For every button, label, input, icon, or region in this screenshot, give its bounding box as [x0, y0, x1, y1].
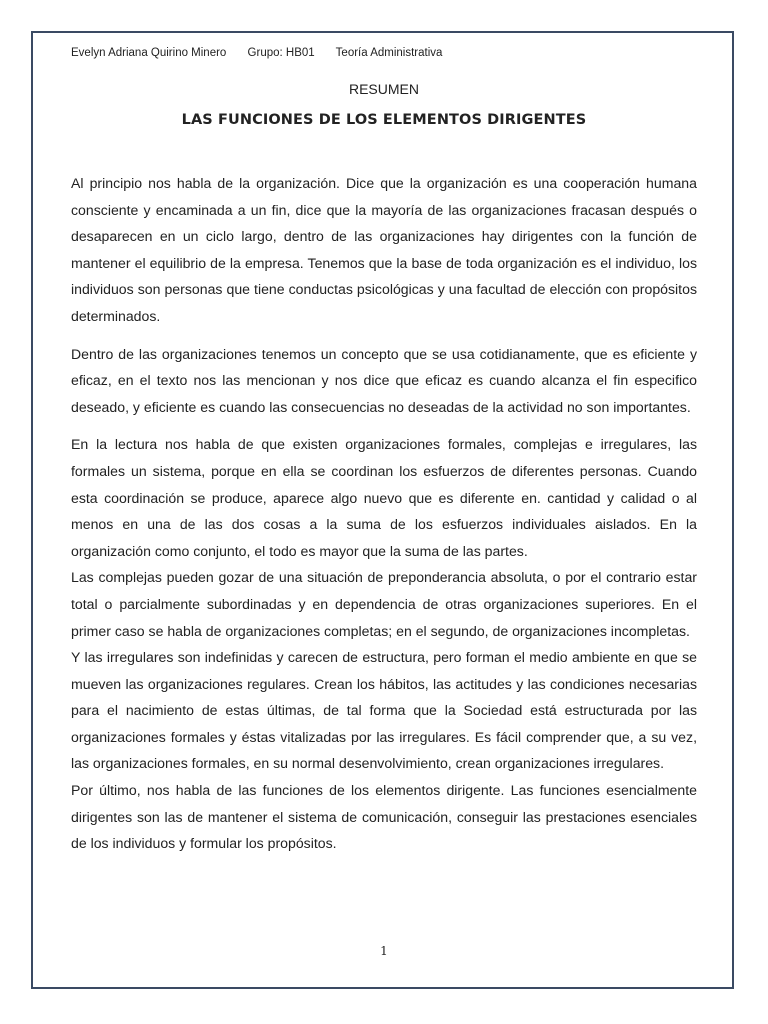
paragraph: En la lectura nos habla de que existen organizaciones formales, complejas e irregulares, las formales un sistema, porque en ella se coordinan los esfuerzos de diferentes personas. Cuando esta coordinación se produce, aparece algo nuevo que es diferente en. cantidad y calidad o al menos en una de las dos cosas a la suma de los esfuerzos individuales aislados. En la organización como conjunto, el todo es mayor que la suma de las partes.: [71, 436, 697, 559]
document-title: LAS FUNCIONES DE LOS ELEMENTOS DIRIGENTES: [181, 112, 587, 128]
document-body: [71, 170, 697, 857]
document-subtitle: RESUMEN: [348, 81, 419, 97]
group-label: Grupo: HB01: [247, 47, 315, 59]
document-header: [71, 47, 711, 59]
page-number: 1: [380, 944, 388, 958]
paragraph: Las complejas pueden gozar de una situación de preponderancia absoluta, o por el contrario estar total o parcialmente subordinadas y en dependencia de otras organizaciones superiores. En el primer caso se habla de organizaciones completas; en el segundo, de organizaciones incompletas.: [71, 569, 697, 639]
paragraph: Al principio nos habla de la organización. Dice que la organización es una cooperación humana consciente y encaminada a un fin, dice que la mayoría de las organizaciones fracasan después o desaparecen en un ciclo largo, dentro de las organizaciones hay dirigentes con la función de mantener el equilibrio de la empresa. Tenemos que la base de toda organización es el individuo, los individuos son personas que tiene conductas psicológicas y una facultad de elección con propósitos determinados.: [71, 175, 697, 324]
paragraph: Y las irregulares son indefinidas y carecen de estructura, pero forman el medio ambiente en que se mueven las organizaciones regulares. Crean los hábitos, las actitudes y las condiciones necesarias para el nacimiento de estas últimas, de tal forma que la Sociedad está estructurada por las organizaciones formales y éstas vitalizadas por las irregulares. Es fácil comprender que, a su vez, las organizaciones formales, en su normal desenvolvimiento, crean organizaciones irregulares.: [71, 649, 697, 772]
course-name: Teoría Administrativa: [335, 47, 443, 59]
author-name: Evelyn Adriana Quirino Minero: [71, 47, 227, 59]
paragraph: Dentro de las organizaciones tenemos un concepto que se usa cotidianamente, que es eficiente y eficaz, en el texto nos las mencionan y nos dice que eficaz es cuando alcanza el fin especifico deseado, y eficiente es cuando las consecuencias no deseadas de la actividad no son importantes.: [71, 345, 697, 415]
paragraph: Por último, nos habla de las funciones de los elementos dirigente. Las funciones esencialmente dirigentes son las de mantener el sistema de comunicación, conseguir las prestaciones esenciales de los individuos y formular los propósitos.: [71, 782, 697, 852]
